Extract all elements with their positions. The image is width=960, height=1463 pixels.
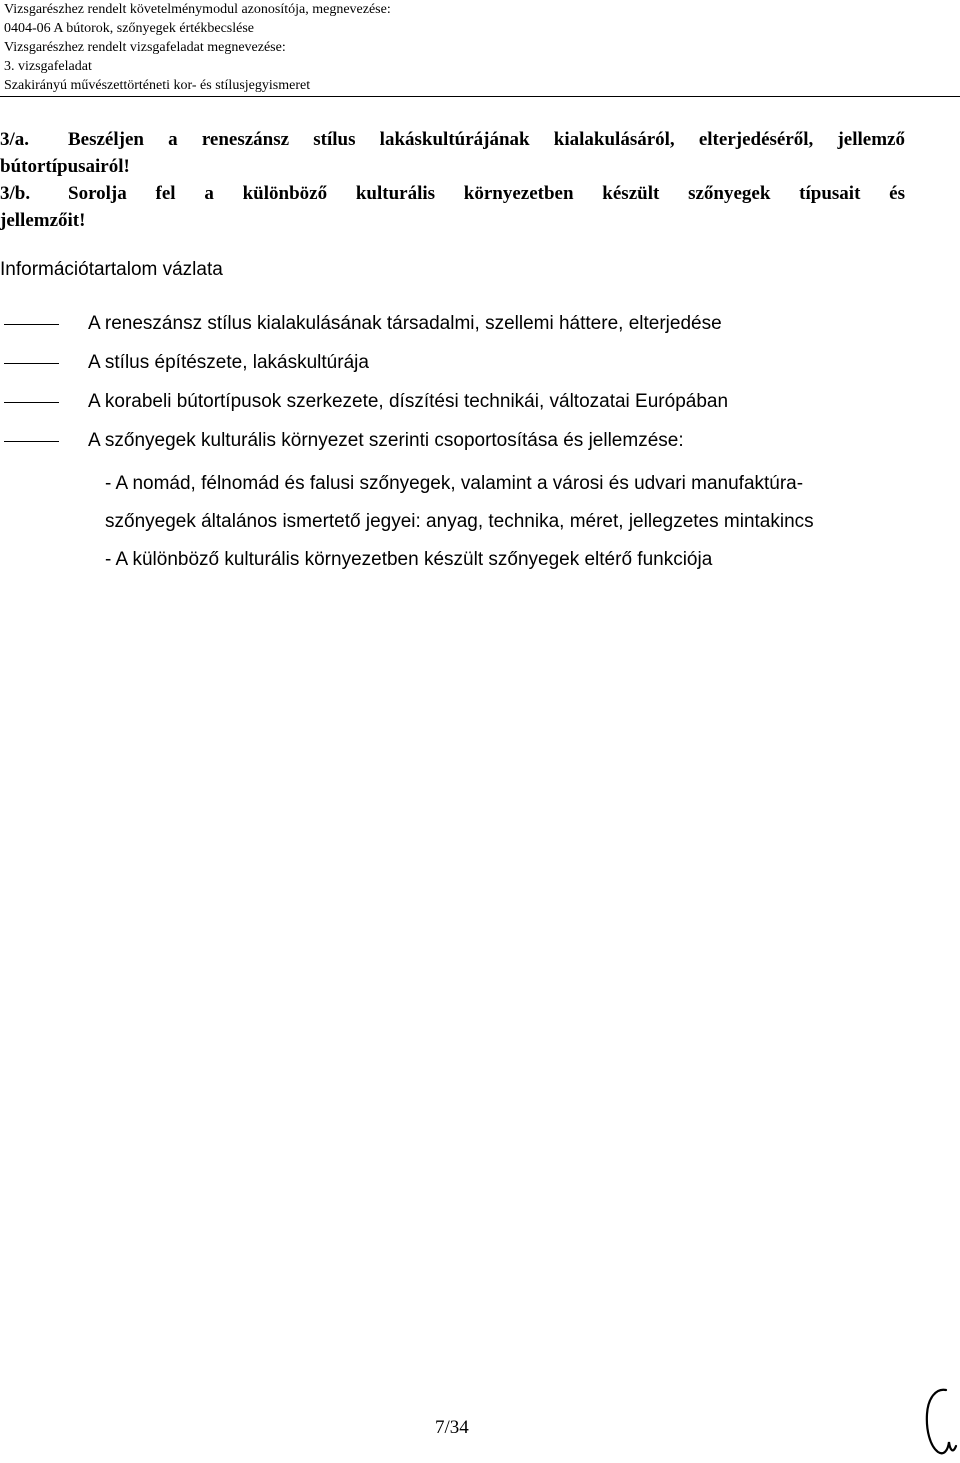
header-line: Szakirányú művészettörténeti kor- és stílusjegyismeret	[4, 78, 311, 93]
task-number: 3/b.	[0, 183, 31, 204]
task-text: Sorolja fel a különböző kulturális környezetben készült szőnyegek típusait és	[68, 183, 905, 204]
list-item-text: A szőnyegek kulturális környezet szerinti csoportosítása és jellemzése:	[88, 430, 684, 451]
task-number: 3/a.	[0, 129, 30, 150]
task-3a	[0, 126, 905, 180]
list-item	[0, 309, 900, 348]
document-header	[4, 0, 391, 95]
sub-item-line: - A nomád, félnomád és falusi szőnyegek, valamint a városi és udvari manufaktúra-	[105, 473, 804, 494]
sub-item-line: - A különböző kulturális környezetben készült szőnyegek eltérő funkciója	[105, 549, 713, 570]
dash-bullet-icon	[4, 363, 59, 364]
sub-item-line: szőnyegek általános ismertető jegyei: anyag, technika, méret, jellegzetes mintakincs	[105, 511, 814, 532]
list-item	[0, 426, 900, 465]
list-item	[0, 387, 900, 426]
header-line: 3. vizsgafeladat	[4, 59, 92, 74]
task-3b-line1	[0, 180, 905, 207]
list-item	[0, 348, 900, 387]
dash-bullet-icon	[4, 441, 59, 442]
list-item-text: A stílus építészete, lakáskultúrája	[88, 352, 369, 373]
task-3b	[0, 180, 905, 234]
header-line: Vizsgarészhez rendelt követelménymodul azonosítója, megnevezése:	[4, 2, 391, 17]
task-3b-line2: jellemzőit!	[0, 210, 86, 231]
header-divider	[0, 96, 960, 97]
header-line: Vizsgarészhez rendelt vizsgafeladat megnevezése:	[4, 40, 286, 55]
summary-title: Információtartalom vázlata	[0, 259, 223, 280]
task-3a-line2: bútortípusairól!	[0, 156, 130, 177]
header-line: 0404-06 A bútorok, szőnyegek értékbecslése	[4, 21, 254, 36]
dash-bullet-icon	[4, 402, 59, 403]
page-number: 7/34	[435, 1417, 469, 1438]
list-item-text: A reneszánsz stílus kialakulásának társadalmi, szellemi háttere, elterjedése	[88, 313, 722, 334]
list-item-text: A korabeli bútortípusok szerkezete, díszítési technikái, változatai Európában	[88, 391, 729, 412]
task-text: Beszéljen a reneszánsz stílus lakáskultúrájának kialakulásáról, elterjedéséről, jellemző	[68, 129, 905, 150]
summary-bullet-list	[0, 309, 900, 465]
task-3a-line1	[0, 126, 905, 153]
dash-bullet-icon	[4, 324, 59, 325]
handwritten-signature	[918, 1384, 958, 1459]
